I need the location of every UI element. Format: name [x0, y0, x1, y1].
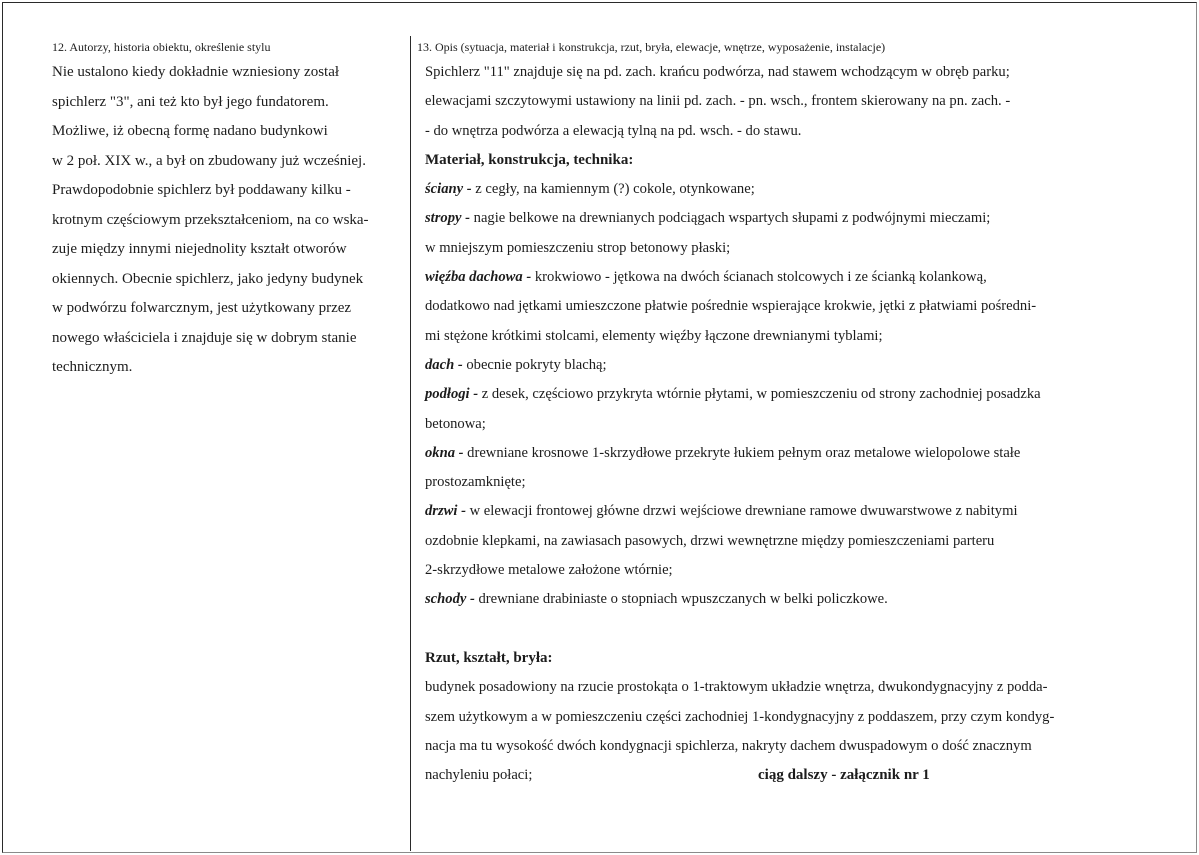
material-line	[415, 234, 1175, 263]
section-title-material: Materiał, konstrukcja, technika:	[425, 151, 634, 168]
material-text: obecnie pokryty blachą;	[462, 356, 607, 373]
material-term: schody -	[425, 591, 475, 608]
column-divider	[410, 36, 411, 851]
history-column	[52, 36, 402, 383]
plan-last-line	[415, 761, 1175, 790]
history-line: okiennych. Obecnie spichlerz, jako jedyny budynek	[52, 270, 364, 287]
material-line	[415, 585, 1175, 614]
history-line: nowego właściciela i znajduje się w dobrym stanie	[52, 329, 357, 346]
material-term: drzwi -	[425, 503, 466, 520]
material-line	[415, 439, 1175, 468]
material-line	[415, 468, 1175, 497]
material-line	[415, 292, 1175, 321]
material-term: stropy -	[425, 210, 470, 227]
material-text: drewniane drabiniaste o stopniach wpuszczanych w belki policzkowe.	[474, 591, 888, 608]
material-line	[415, 351, 1175, 380]
material-text: drewniane krosnowe 1-skrzydłowe przekryte łukiem pełnym oraz metalowe wielopolowe stałe	[463, 444, 1021, 461]
material-line	[415, 263, 1175, 292]
history-line: Prawdopodobnie spichlerz był poddawany kilku -	[52, 182, 351, 198]
history-line: technicznym.	[52, 359, 133, 375]
history-line: w 2 poł. XIX w., a był on zbudowany już wcześniej.	[52, 152, 366, 169]
material-text: nagie belkowe na drewnianych podciągach wspartych słupami z podwójnymi mieczami;	[470, 210, 991, 227]
plan-line: budynek posadowiony na rzucie prostokąta o 1-traktowym układzie wnętrza, dwukondygnacyjny z podda-	[425, 679, 1048, 696]
material-text: w elewacji frontowej główne drzwi wejściowe drewniane ramowe dwuwarstwowe z nabitymi	[465, 503, 1018, 520]
history-heading: 12. Autorzy, historia obiektu, określenie stylu	[52, 40, 271, 54]
material-line	[415, 556, 1175, 585]
material-term: dach -	[425, 356, 463, 373]
material-line	[415, 380, 1175, 409]
history-line: Możliwe, iż obecną formę nadano budynkowi	[52, 123, 328, 139]
intro-line: Spichlerz "11" znajduje się na pd. zach. krańcu podwórza, nad stawem wchodzącym w obręb parku;	[425, 64, 1010, 80]
plan-line: nacja ma tu wysokość dwóch kondygnacji spichlerza, nakryty dachem dwuspadowym o dość znacznym	[425, 737, 1032, 754]
material-term: podłogi -	[425, 386, 479, 403]
material-line	[415, 527, 1175, 556]
history-line: zuje między innymi niejednolity kształt otworów	[52, 241, 347, 257]
history-line: spichlerz "3", ani też kto był jego fundatorem.	[52, 93, 329, 110]
material-line	[415, 410, 1175, 439]
plan-line: szem użytkowym a w pomieszczeniu części zachodniej 1-kondygnacyjny z poddaszem, przy czym kondyg-	[425, 708, 1055, 725]
intro-line: elewacjami szczytowymi ustawiony na linii pd. zach. - pn. wsch., frontem skierowany na pn. zach. -	[425, 93, 1011, 110]
material-text: w mniejszym pomieszczeniu strop betonowy płaski;	[425, 239, 731, 256]
intro-line: - do wnętrza podwórza a elewacją tylną na pd. wsch. - do stawu.	[425, 122, 802, 139]
continuation-note: ciąg dalszy - załącznik nr 1	[758, 767, 930, 784]
material-text: 2-skrzydłowe metalowe założone wtórnie;	[425, 562, 673, 579]
material-text: z desek, częściowo przykryta wtórnie płytami, w pomieszczeniu od strony zachodniej posadzka	[478, 386, 1041, 403]
material-term: więźba dachowa -	[425, 269, 532, 286]
material-line	[415, 175, 1175, 204]
material-term: ściany -	[425, 181, 472, 198]
history-line: Nie ustalono kiedy dokładnie wzniesiony został	[52, 64, 340, 80]
material-text: prostozamknięte;	[425, 474, 526, 491]
history-text	[52, 58, 402, 383]
section-title-plan: Rzut, kształt, bryła:	[425, 649, 553, 666]
material-line	[415, 497, 1175, 526]
material-text: ozdobnie klepkami, na zawiasach pasowych, drzwi wewnętrzne między pomieszczeniami parteru	[425, 532, 995, 549]
material-term: okna -	[425, 444, 464, 461]
material-text: krokwiowo - jętkowa na dwóch ścianach stolcowych i ze ścianką kolankową,	[531, 269, 987, 286]
history-line: w podwórzu folwarcznym, jest użytkowany przez	[52, 300, 352, 316]
section-gap	[415, 615, 1175, 644]
material-text: betonowa;	[425, 415, 486, 432]
description-heading: 13. Opis (sytuacja, materiał i konstrukcja, rzut, bryła, elewacje, wnętrze, wyposażenie, instalacje)	[417, 40, 886, 54]
plan-last-text: nachyleniu połaci;	[425, 767, 533, 784]
material-line	[415, 204, 1175, 233]
history-line: krotnym częściowym przekształceniom, na co wska-	[52, 211, 369, 228]
material-text: dodatkowo nad jętkami umieszczone płatwie pośrednie wspierające krokwie, jętki z płatwiami pośredni-	[425, 298, 1037, 315]
description-column	[415, 36, 1175, 790]
material-text: z cegły, na kamiennym (?) cokole, otynkowane;	[471, 181, 755, 198]
material-line	[415, 322, 1175, 351]
material-text: mi stężone krótkimi stolcami, elementy więźby łączone drewnianymi tyblami;	[425, 327, 883, 344]
